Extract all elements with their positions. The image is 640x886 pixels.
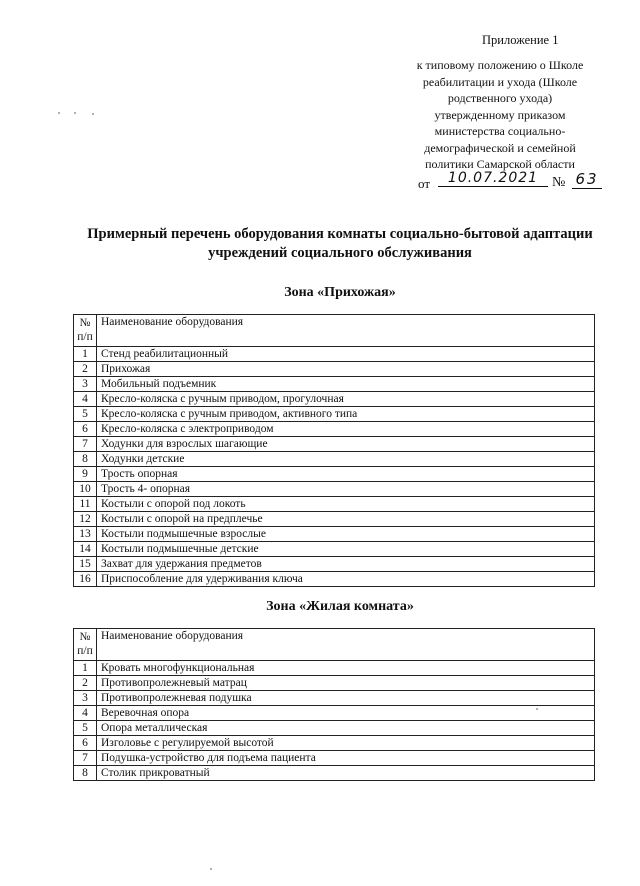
equipment-name: Опора металлическая <box>97 721 595 736</box>
column-header-number-line: п/п <box>77 645 93 657</box>
table-row <box>74 512 595 527</box>
appendix-line: реабилитации и ухода (Школе <box>422 74 578 89</box>
equipment-name: Захват для удержания предметов <box>97 557 595 572</box>
equipment-name: Кресло-коляска с ручным приводом, активного типа <box>97 407 595 422</box>
equipment-name: Костыли с опорой на предплечье <box>97 512 595 527</box>
row-number: 15 <box>74 557 97 572</box>
appendix-line: родственного ухода) <box>447 91 553 105</box>
table-row <box>74 347 595 362</box>
equipment-name: Стенд реабилитационный <box>97 347 595 362</box>
table-row <box>74 721 595 736</box>
scan-speck <box>92 113 94 115</box>
zone-heading-living-room: Зона «Жилая комната» <box>266 599 414 614</box>
column-header-name: Наименование оборудования <box>97 315 595 347</box>
table-row <box>74 736 595 751</box>
scan-speck <box>74 112 76 114</box>
table-row <box>74 527 595 542</box>
appendix-line: демографической и семейной <box>424 140 576 155</box>
equipment-table-hallway <box>73 314 595 587</box>
row-number: 7 <box>74 751 97 766</box>
row-number: 7 <box>74 437 97 452</box>
equipment-name: Ходунки детские <box>97 452 595 467</box>
table-row <box>74 766 595 781</box>
table-row <box>74 482 595 497</box>
appendix-line: политики Самарской области <box>425 157 575 171</box>
row-number: 13 <box>74 527 97 542</box>
table-row <box>74 377 595 392</box>
approval-number: 63 <box>572 170 602 189</box>
equipment-name: Костыли подмышечные взрослые <box>97 527 595 542</box>
table-row <box>74 437 595 452</box>
row-number: 2 <box>74 676 97 691</box>
equipment-table-living-room <box>73 628 595 781</box>
document-title <box>60 225 620 263</box>
title-line-2: учреждений социального обслуживания <box>208 245 472 261</box>
column-header-number-line: п/п <box>77 331 93 343</box>
row-number: 5 <box>74 407 97 422</box>
row-number: 2 <box>74 362 97 377</box>
column-header-number-line: № <box>79 317 91 329</box>
row-number: 4 <box>74 706 97 721</box>
scan-speck <box>536 708 538 710</box>
table-row <box>74 452 595 467</box>
zone-heading-hallway: Зона «Прихожая» <box>284 285 396 300</box>
row-number: 8 <box>74 452 97 467</box>
appendix-line: утвержденному приказом <box>434 107 566 122</box>
column-header-number-line: № <box>79 631 91 643</box>
equipment-name: Приспособление для удерживания ключа <box>97 572 595 587</box>
number-sign: № <box>552 175 566 190</box>
table-row <box>74 497 595 512</box>
row-number: 5 <box>74 721 97 736</box>
row-number: 16 <box>74 572 97 587</box>
table-header-row <box>74 315 595 347</box>
table-row <box>74 392 595 407</box>
table-row <box>74 467 595 482</box>
row-number: 10 <box>74 482 97 497</box>
equipment-name: Прихожая <box>97 362 595 377</box>
table-row <box>74 542 595 557</box>
row-number: 1 <box>74 347 97 362</box>
scan-speck <box>58 112 60 114</box>
equipment-name: Кресло-коляска с ручным приводом, прогулочная <box>97 392 595 407</box>
table-row <box>74 706 595 721</box>
approval-date: 10.07.2021 <box>438 170 548 187</box>
equipment-name: Подушка-устройство для подъема пациента <box>97 751 595 766</box>
scan-speck <box>210 868 212 870</box>
table-row <box>74 422 595 437</box>
appendix-title: Приложение 1 <box>482 33 559 47</box>
equipment-name: Кресло-коляска с электроприводом <box>97 422 595 437</box>
table-row <box>74 362 595 377</box>
appendix-line: к типовому положению о Школе <box>416 58 584 72</box>
equipment-name: Мобильный подъемник <box>97 377 595 392</box>
equipment-name: Костыли подмышечные детские <box>97 542 595 557</box>
column-header-number <box>74 629 97 661</box>
column-header-number <box>74 315 97 347</box>
equipment-name: Трость 4- опорная <box>97 482 595 497</box>
row-number: 3 <box>74 377 97 392</box>
row-number: 3 <box>74 691 97 706</box>
row-number: 4 <box>74 392 97 407</box>
appendix-line: министерства социально- <box>434 124 566 138</box>
table-row <box>74 751 595 766</box>
row-number: 14 <box>74 542 97 557</box>
equipment-name: Веревочная опора <box>97 706 595 721</box>
equipment-name: Противопролежневый матрац <box>97 676 595 691</box>
equipment-name: Трость опорная <box>97 467 595 482</box>
title-line-1: Примерный перечень оборудования комнаты социально-бытовой адаптации <box>87 226 593 242</box>
equipment-name: Ходунки для взрослых шагающие <box>97 437 595 452</box>
table-row <box>74 557 595 572</box>
equipment-name: Костыли с опорой под локоть <box>97 497 595 512</box>
table-row <box>74 661 595 676</box>
row-number: 6 <box>74 422 97 437</box>
approval-line <box>418 170 598 192</box>
appendix-description <box>400 57 600 173</box>
table-header-row <box>74 629 595 661</box>
equipment-name: Столик прикроватный <box>97 766 595 781</box>
approval-prefix: от <box>418 176 431 191</box>
table-row <box>74 407 595 422</box>
table-row <box>74 691 595 706</box>
row-number: 9 <box>74 467 97 482</box>
table-row <box>74 676 595 691</box>
row-number: 8 <box>74 766 97 781</box>
equipment-name: Изголовье с регулируемой высотой <box>97 736 595 751</box>
row-number: 11 <box>74 497 97 512</box>
row-number: 12 <box>74 512 97 527</box>
column-header-name: Наименование оборудования <box>97 629 595 661</box>
equipment-name: Кровать многофункциональная <box>97 661 595 676</box>
row-number: 6 <box>74 736 97 751</box>
table-row <box>74 572 595 587</box>
row-number: 1 <box>74 661 97 676</box>
equipment-name: Противопролежневая подушка <box>97 691 595 706</box>
